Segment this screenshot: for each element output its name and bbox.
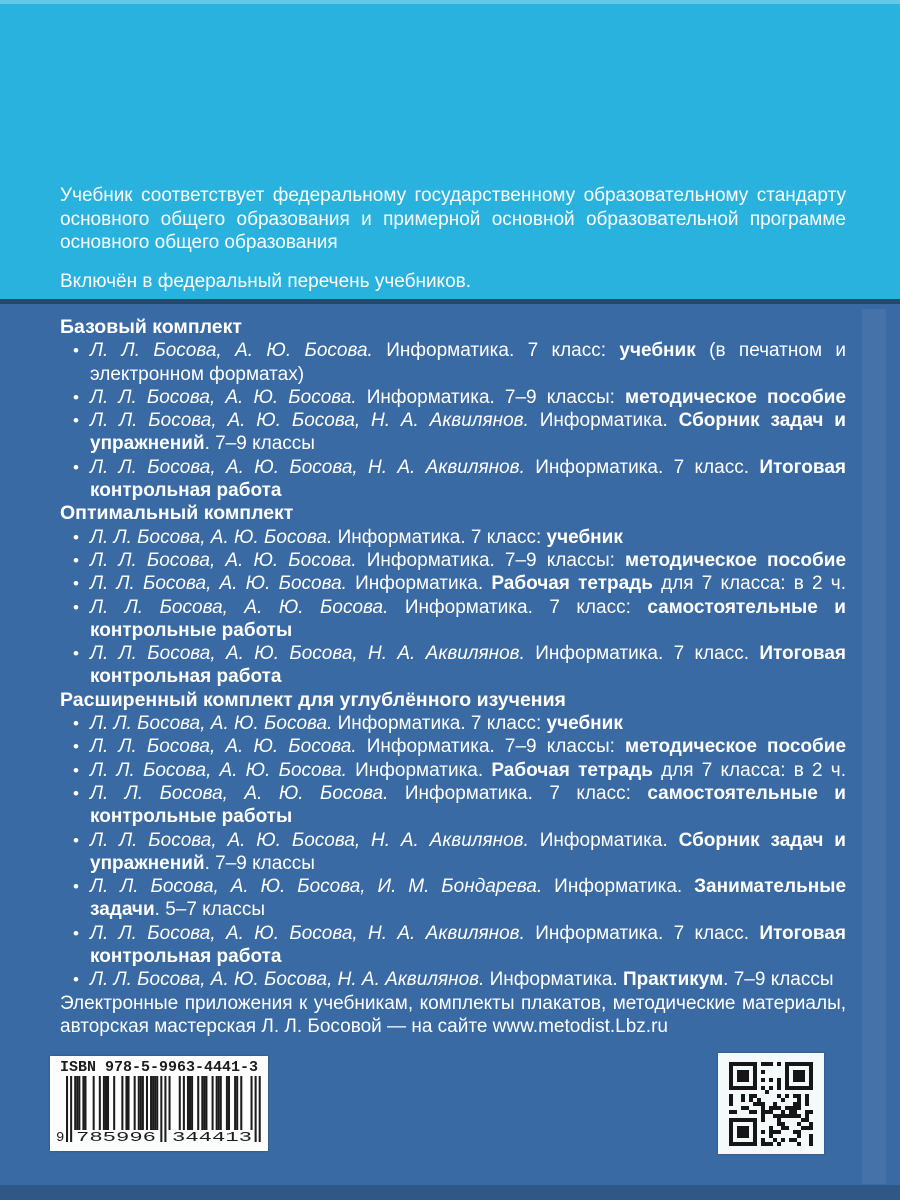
ean13-barcode-icon: [54, 1076, 264, 1142]
cover-edge-highlight: [862, 309, 886, 1184]
isbn-block: [50, 1056, 268, 1151]
kit-title: Расширенный комплект для углублённого изучения: [60, 688, 566, 711]
book-list-item: • Л. Л. Босова, А. Ю. Босова. Информатика. 7 класс: учебник: [60, 526, 846, 549]
svg-text:9: 9: [56, 1130, 65, 1142]
svg-text:785996: 785996: [76, 1130, 156, 1142]
book-list-item: • Л. Л. Босова, А. Ю. Босова. Информатика. 7 класс: учебник (в печатном и электронном форматах): [60, 339, 846, 386]
book-list-item: • Л. Л. Босова, А. Ю. Босова, Н. А. Аквилянов. Информатика. Сборник задач и упражнений. 7–9 классы: [60, 829, 846, 876]
book-list-item: • Л. Л. Босова, А. Ю. Босова. Информатика. 7 класс: самостоятельные и контрольные работы: [60, 596, 846, 643]
book-list-item: • Л. Л. Босова, А. Ю. Босова, Н. А. Аквилянов. Информатика. Практикум. 7–9 классы: [60, 968, 846, 991]
kit-section: [60, 502, 846, 688]
top-banner: [0, 0, 900, 304]
book-list-item: • Л. Л. Босова, А. Ю. Босова, Н. А. Аквилянов. Информатика. 7 класс. Итоговая контрольная работа: [60, 456, 846, 503]
book-list-item: • Л. Л. Босова, А. Ю. Босова. Информатика. 7–9 классы: методическое пособие: [60, 386, 846, 409]
kit-title: Оптимальный комплект: [60, 502, 294, 525]
kit-title: Базовый комплект: [60, 316, 242, 338]
book-list-item: • Л. Л. Босова, А. Ю. Босова, И. М. Бондарева. Информатика. Занимательные задачи. 5–7 классы: [60, 875, 846, 922]
federal-list-note: Включён в федеральный перечень учебников.: [60, 271, 472, 292]
kit-section: [60, 689, 846, 992]
book-list-item: • Л. Л. Босова, А. Ю. Босова, Н. А. Аквилянов. Информатика. 7 класс. Итоговая контрольная работа: [60, 922, 846, 969]
cover-top-edge: [0, 0, 900, 4]
book-list-item: • Л. Л. Босова, А. Ю. Босова, Н. А. Аквилянов. Информатика. 7 класс. Итоговая контрольная работа: [60, 642, 846, 689]
book-list-item: • Л. Л. Босова, А. Ю. Босова. Информатика. 7–9 классы: методическое пособие: [60, 735, 846, 758]
isbn-number: ISBN 978-5-9963-4441-3: [59, 1059, 259, 1076]
qr-block: [718, 1053, 824, 1154]
cover-bottom-shadow: [0, 1185, 900, 1200]
book-list-item: • Л. Л. Босова, А. Ю. Босова. Информатика. Рабочая тетрадь для 7 класса: в 2 ч.: [60, 759, 846, 782]
book-list-item: • Л. Л. Босова, А. Ю. Босова. Информатика. 7 класс: самостоятельные и контрольные работы: [60, 782, 846, 829]
qr-code-icon: [729, 1062, 813, 1146]
fgos-statement: Учебник соответствует федеральному государственному образовательному стандарту основного общего образования и примерной основной образовательной программе основного общего образования: [60, 185, 846, 253]
svg-text:344413: 344413: [172, 1130, 252, 1142]
kit-section: [60, 316, 846, 502]
kits-list: [60, 316, 846, 992]
book-list-item: • Л. Л. Босова, А. Ю. Босова. Информатика. 7–9 классы: методическое пособие: [60, 549, 846, 572]
site-note: Электронные приложения к учебникам, комплекты плакатов, методические материалы, авторская мастерская Л. Л. Босовой — на сайте www.metodist.Lbz.ru: [60, 992, 846, 1037]
book-list-item: • Л. Л. Босова, А. Ю. Босова. Информатика. Рабочая тетрадь для 7 класса: в 2 ч.: [60, 572, 846, 595]
book-kits-panel: [60, 316, 846, 1038]
book-list-item: • Л. Л. Босова, А. Ю. Босова, Н. А. Аквилянов. Информатика. Сборник задач и упражнений. 7–9 классы: [60, 409, 846, 456]
book-list-item: • Л. Л. Босова, А. Ю. Босова. Информатика. 7 класс: учебник: [60, 712, 846, 735]
